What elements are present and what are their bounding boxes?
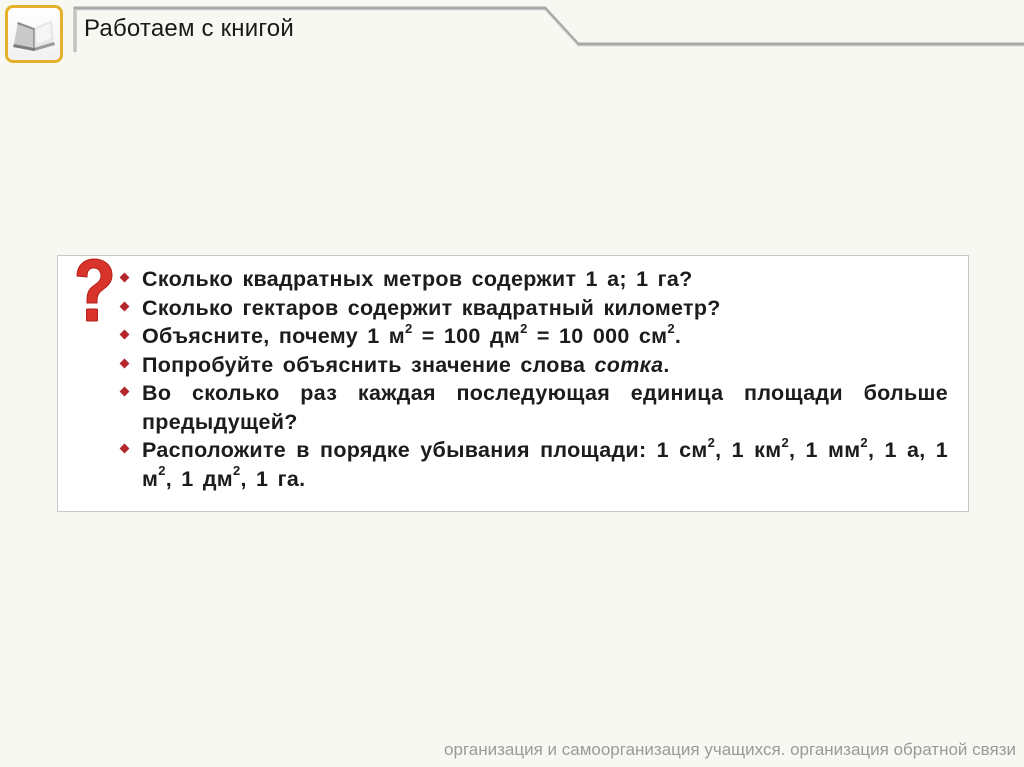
bullet-icon (120, 444, 130, 454)
task-item: Сколько гектаров содержит квадратный километр? (118, 294, 948, 323)
task-item: Попробуйте объяснить значение слова сотка. (118, 351, 948, 380)
bullet-icon (120, 358, 130, 368)
task-list (118, 265, 948, 493)
bullet-icon (120, 273, 130, 283)
bullet-icon (120, 330, 130, 340)
footer-caption: организация и самоорганизация учащихся. организация обратной связи (444, 740, 1016, 759)
task-item: Сколько квадратных метров содержит 1 а; 1 га? (118, 265, 948, 294)
open-book-icon (8, 8, 60, 60)
book-logo (5, 5, 63, 63)
task-item: Расположите в порядке убывания площади: 1 $см^2$, 1 $км^2$, 1 $мм^2$, 1 а, 1 $м^2$, 1 $дм^2$, 1 га. (118, 436, 948, 493)
question-mark-icon (70, 258, 116, 328)
bullet-icon (120, 387, 130, 397)
task-box (57, 255, 969, 512)
bullet-icon (120, 301, 130, 311)
page-title: Работаем с книгой (84, 15, 294, 42)
task-item: Объясните, почему 1 $м^2 = 100$ $дм^2 = 10$ 000 $см^2$. (118, 322, 948, 351)
task-item: Во сколько раз каждая последующая единица площади больше предыдущей? (118, 379, 948, 436)
